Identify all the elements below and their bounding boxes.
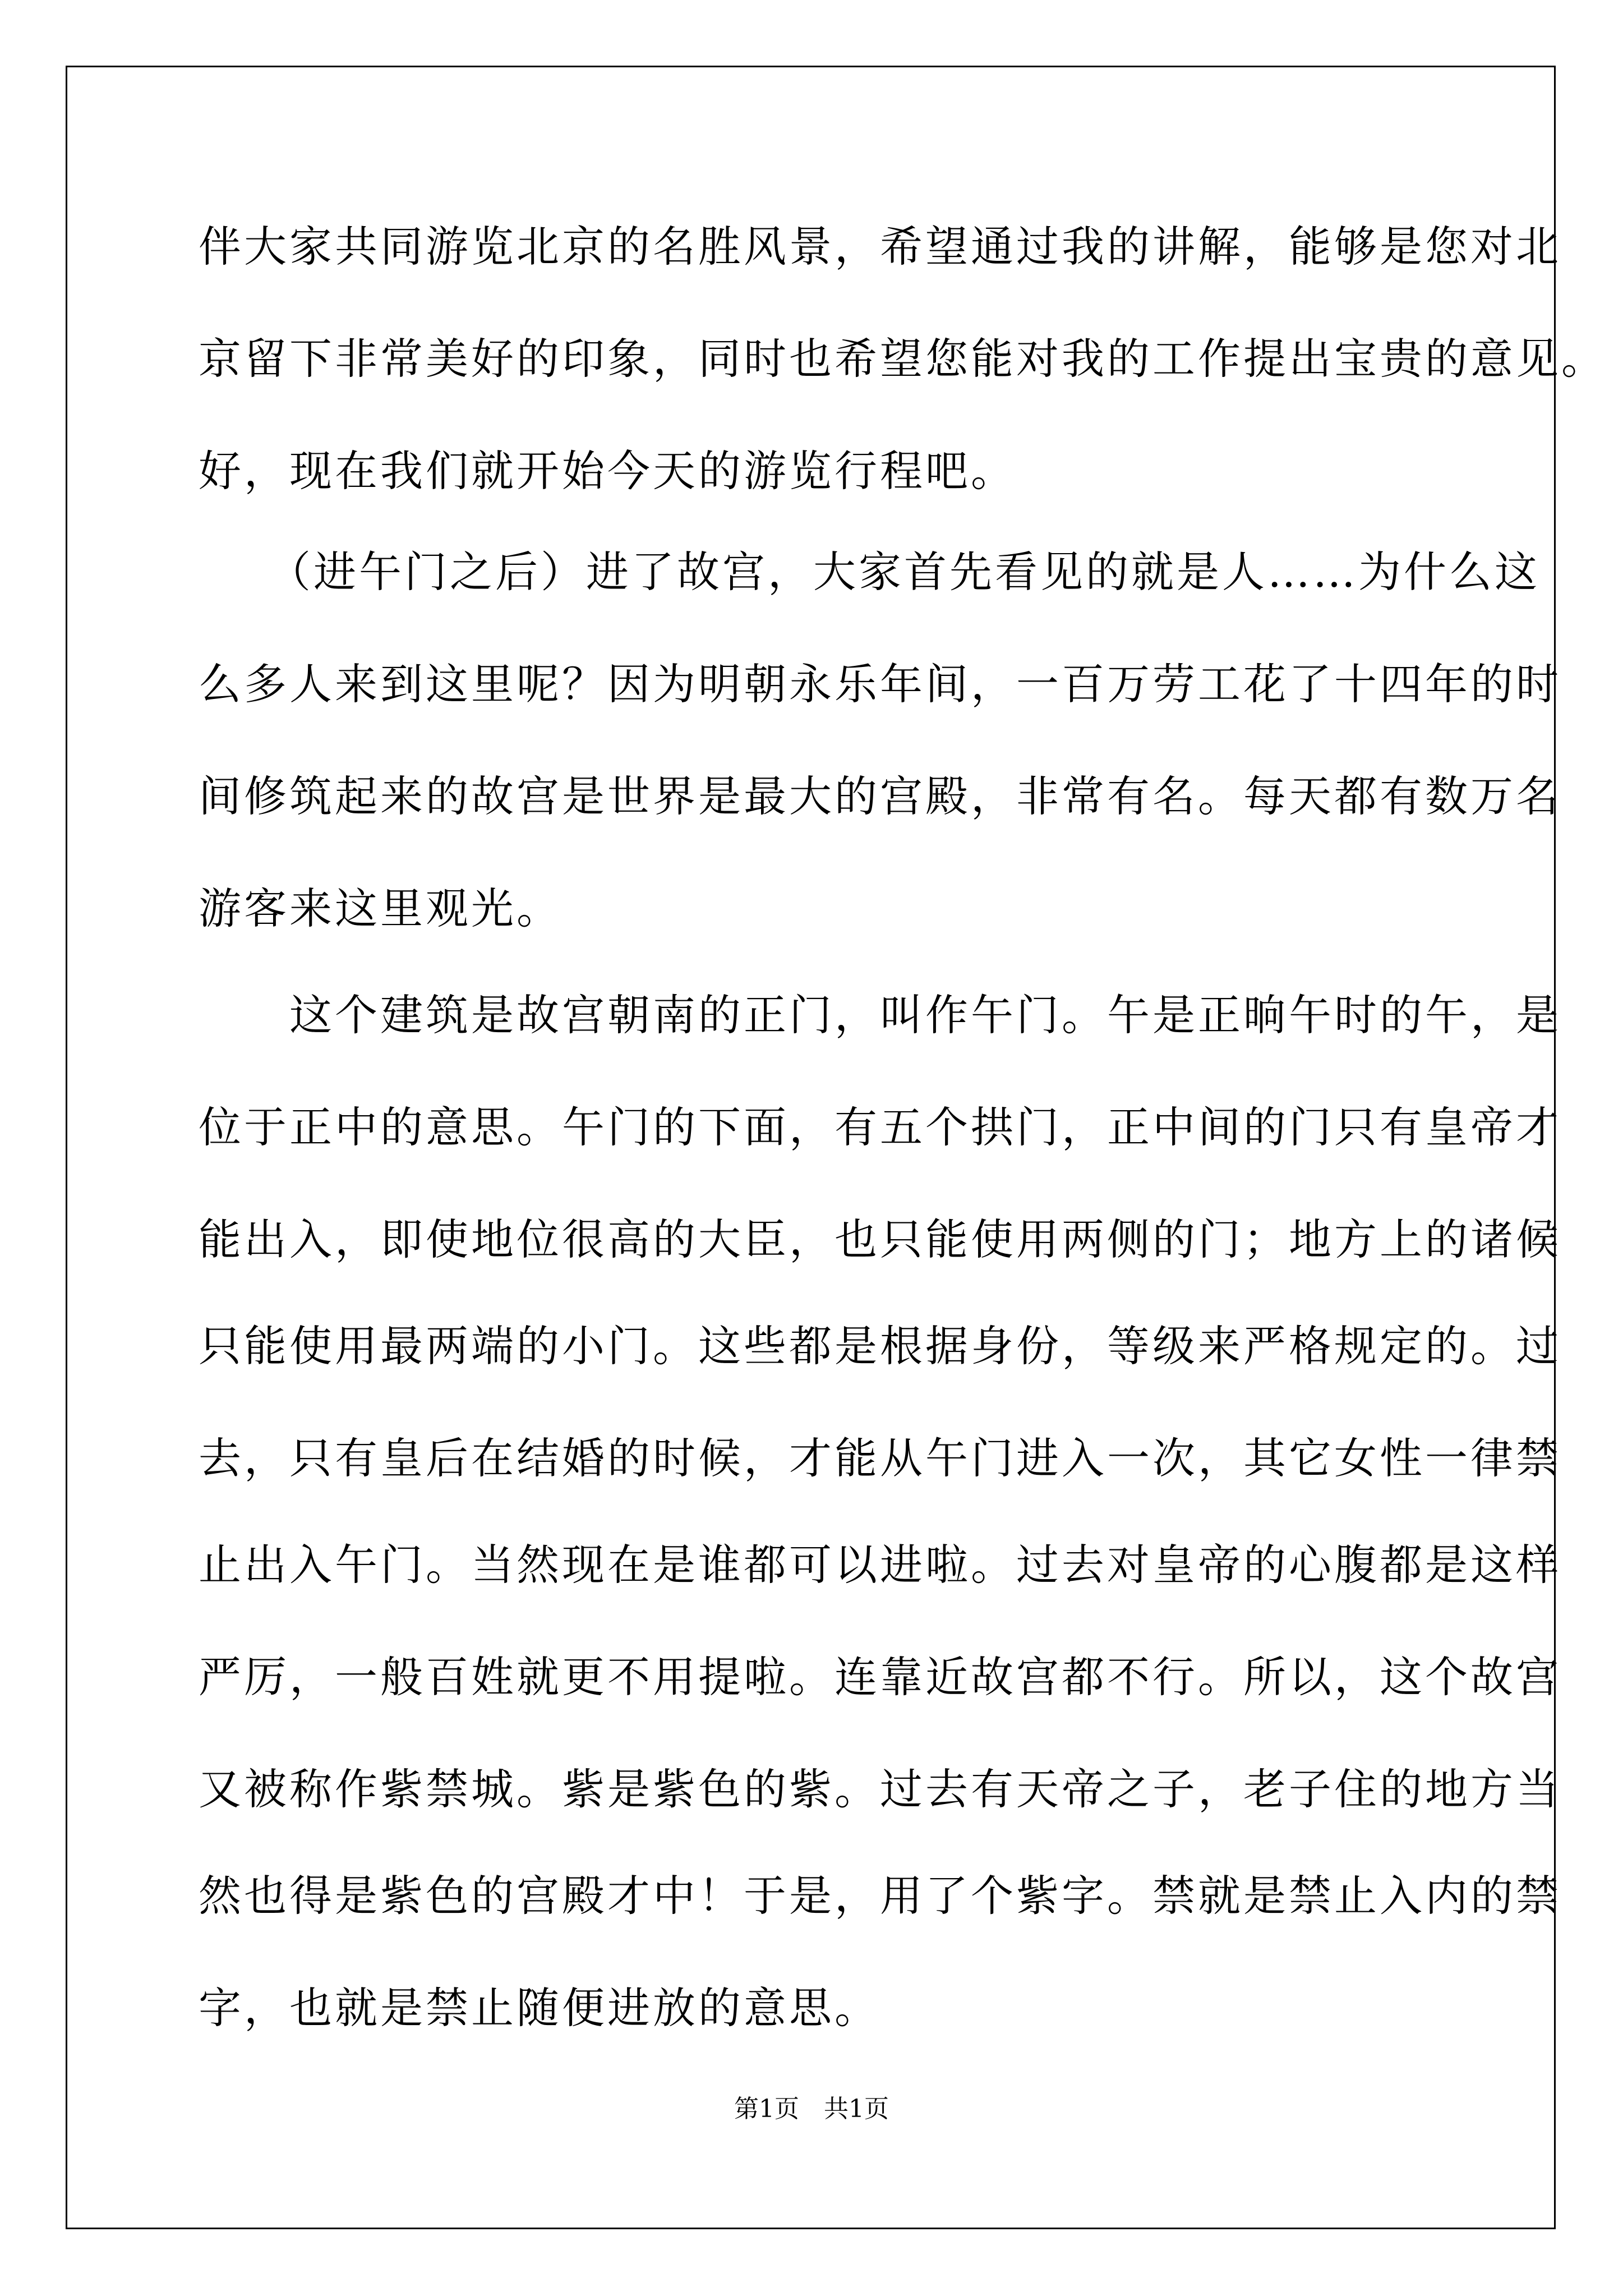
- text-line: 字，也就是禁止随便进放的意思。: [199, 1983, 880, 2033]
- text-line: 去，只有皇后在结婚的时候，才能从午门进入一次，其它女性一律禁: [199, 1433, 1561, 1483]
- text-line: 好，现在我们就开始今天的游览行程吧。: [199, 446, 1016, 496]
- text-line: 伴大家共同游览北京的名胜风景，希望通过我的讲解，能够是您对北: [199, 222, 1561, 272]
- text-line: 只能使用最两端的小门。这些都是根据身份，等级来严格规定的。过: [199, 1321, 1561, 1371]
- text-line: 游客来这里观光。: [199, 884, 562, 933]
- text-line: 能出入，即使地位很高的大臣，也只能使用两侧的门；地方上的诸候: [199, 1214, 1561, 1264]
- text-line: 位于正中的意思。午门的下面，有五个拱门，正中间的门只有皇帝才: [199, 1102, 1561, 1152]
- text-line: 京留下非常美好的印象，同时也希望您能对我的工作提出宝贵的意见。: [199, 334, 1607, 384]
- text-line: 么多人来到这里呢？因为明朝永乐年间，一百万劳工花了十四年的时: [199, 659, 1561, 709]
- text-line: 然也得是紫色的宫殿才中！于是，用了个紫字。禁就是禁止入内的禁: [199, 1871, 1561, 1921]
- text-line: （进午门之后）进了故宫，大家首先看见的就是人……为什么这: [199, 547, 1540, 597]
- page-footer: 第1页 共1页: [734, 2095, 889, 2123]
- text-line: 止出入午门。当然现在是谁都可以进啦。过去对皇帝的心腹都是这样: [199, 1540, 1561, 1590]
- text-line: 这个建筑是故宫朝南的正门，叫作午门。午是正晌午时的午，是: [199, 990, 1561, 1040]
- text-line: 又被称作紫禁城。紫是紫色的紫。过去有天帝之子，老子住的地方当: [199, 1764, 1561, 1814]
- text-line: 间修筑起来的故宫是世界是最大的宫殿，非常有名。每天都有数万名: [199, 771, 1561, 821]
- text-line: 严厉，一般百姓就更不用提啦。连靠近故宫都不行。所以，这个故宫: [199, 1652, 1561, 1702]
